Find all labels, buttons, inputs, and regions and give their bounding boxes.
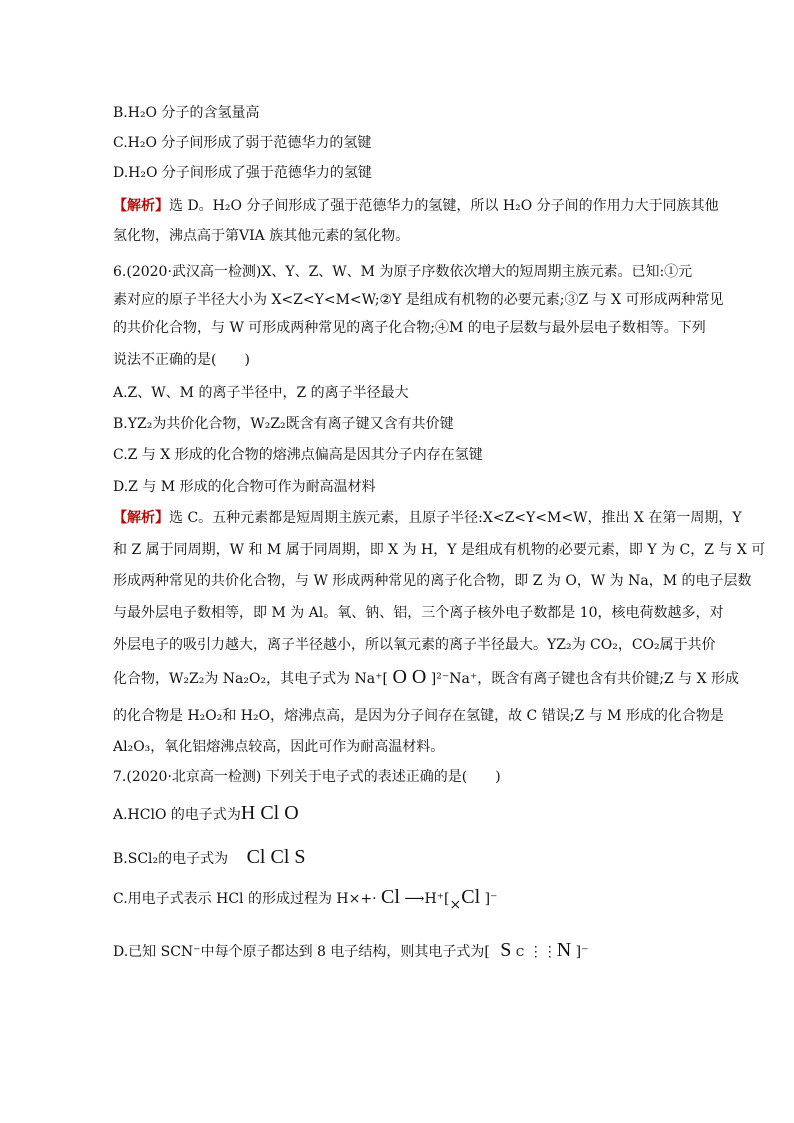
n-symbol: N bbox=[556, 939, 572, 961]
q5-analysis-text-1: 选 D。H₂O 分子间形成了强于范德华力的氢键，所以 H₂O 分子间的作用力大于同族其他 bbox=[169, 198, 719, 214]
cl-symbol-product: Cl bbox=[461, 886, 481, 908]
q7-option-d-end: ]⁻ bbox=[575, 944, 589, 960]
q6-stem-2: 素对应的原子半径大小为 X<Z<Y<M<W;②Y 是组成有机物的必要元素;③Z 与 X 可形成两种常见 bbox=[113, 292, 724, 308]
q6-analysis-line-1 bbox=[113, 508, 742, 528]
q5-analysis-line-1 bbox=[113, 196, 719, 216]
analysis-tag: 【解析】 bbox=[113, 510, 169, 526]
cl-symbol: Cl bbox=[381, 886, 400, 908]
q6-analysis-line-4: 与最外层电子数相等，即 M 为 Al。氧、钠、铝，三个离子核外电子数都是 10，核电荷数越多，对 bbox=[113, 605, 724, 621]
q6-stem-3: 的共价化合物，与 W 可形成两种常见的离子化合物;④M 的电子层数与最外层电子数相等。下列 bbox=[113, 320, 706, 336]
s-symbol: S bbox=[500, 939, 512, 961]
q7-option-c-text: C.用电子式表示 HCl 的形成过程为 H×+· bbox=[113, 891, 377, 907]
q7-option-c-end: ]⁻ bbox=[484, 891, 498, 907]
q5-option-d: D.H₂O 分子间形成了强于范德华力的氢键 bbox=[113, 165, 372, 181]
q7-option-b bbox=[113, 847, 306, 869]
q7-stem: 7.(2020·北京高一检测) 下列关于电子式的表述正确的是( ) bbox=[113, 769, 501, 785]
q6-option-d: D.Z 与 M 形成的化合物可作为耐高温材料 bbox=[113, 479, 376, 495]
q6-analysis-text-6a: 化合物，W₂Z₂为 Na₂O₂，其电子式为 Na⁺[ bbox=[113, 671, 388, 687]
q6-analysis-text-6b: ]²⁻Na⁺，既含有离子键也含有共价键;Z 与 X 形成 bbox=[430, 671, 740, 687]
q6-option-c: C.Z 与 X 形成的化合物的熔沸点偏高是因其分子内存在氢键 bbox=[113, 447, 483, 463]
q7-option-b-text: B.SCl₂的电子式为 bbox=[113, 851, 229, 867]
q5-analysis-line-2: 氢化物，沸点高于第VIA 族其他元素的氢化物。 bbox=[113, 228, 410, 244]
q7-option-c bbox=[113, 886, 498, 913]
scl2-electron-formula: Cl Cl S bbox=[246, 846, 306, 868]
q7-option-a bbox=[113, 803, 299, 825]
q6-option-b: B.YZ₂为共价化合物，W₂Z₂既含有离子键又含有共价键 bbox=[113, 416, 454, 432]
q6-stem-1: 6.(2020·武汉高一检测)X、Y、Z、W、M 为原子序数依次增大的短周期主族元素。已知:①元 bbox=[113, 264, 693, 280]
q6-analysis-line-6 bbox=[113, 667, 739, 689]
q6-analysis-line-2: 和 Z 属于同周期，W 和 M 属于同周期，即 X 为 H，Y 是组成有机物的必要元素，即 Y 为 C，Z 与 X 可 bbox=[113, 542, 766, 558]
q7-option-a-text: A.HClO 的电子式为 bbox=[113, 807, 241, 823]
na2o2-electron-formula: O O bbox=[392, 666, 427, 688]
q5-option-b: B.H₂O 分子的含氢量高 bbox=[113, 105, 260, 121]
q6-option-a: A.Z、W、M 的离子半径中，Z 的离子半径最大 bbox=[113, 385, 409, 401]
triple-bond-dots: ⋮⋮ bbox=[528, 944, 557, 960]
q7-option-c-mid: H⁺[ bbox=[424, 891, 450, 907]
q6-analysis-line-8: Al₂O₃，氧化铝熔沸点较高，因此可作为耐高温材料。 bbox=[113, 739, 445, 755]
q6-stem-4: 说法不正确的是( ) bbox=[113, 352, 250, 368]
q6-analysis-line-3: 形成两种常见的共价化合物，与 W 形成两种常见的离子化合物，即 Z 为 O，W 为 Na，M 的电子层数 bbox=[113, 573, 752, 589]
q5-option-c: C.H₂O 分子间形成了弱于范德华力的氢键 bbox=[113, 135, 372, 151]
q7-option-d bbox=[113, 940, 589, 963]
electron-cross-mark: × bbox=[449, 897, 462, 913]
hclo-electron-formula: H Cl O bbox=[240, 802, 299, 824]
q7-option-d-text: D.已知 SCN⁻中每个原子都达到 8 电子结构，则其电子式为[ bbox=[113, 944, 490, 960]
q6-analysis-line-5: 外层电子的吸引力越大，离子半径越小，所以氧元素的离子半径最大。YZ₂为 CO₂，CO₂属于共价 bbox=[113, 637, 716, 653]
q6-analysis-line-7: 的化合物是 H₂O₂和 H₂O，熔沸点高，是因为分子间存在氢键，故 C 错误;Z 与 M 形成的化合物是 bbox=[113, 708, 724, 724]
analysis-tag: 【解析】 bbox=[113, 198, 169, 214]
c-symbol: C bbox=[515, 946, 525, 959]
q6-analysis-text-1: 选 C。五种元素都是短周期主族元素，且原子半径:X<Z<Y<M<W，推出 X 在第一周期，Y bbox=[169, 510, 742, 526]
reaction-arrow-icon: ⟶ bbox=[404, 891, 425, 907]
